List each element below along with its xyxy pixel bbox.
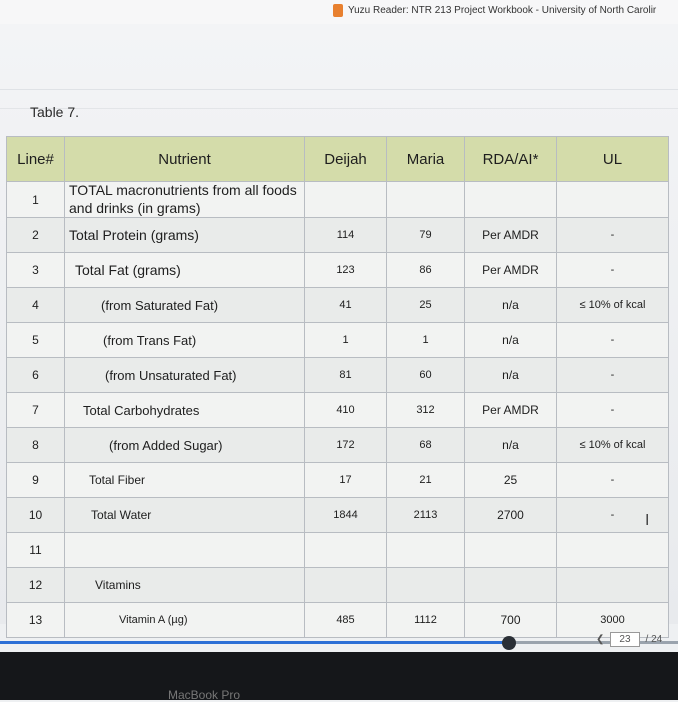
- deijah-value: [305, 182, 387, 218]
- maria-value: 1: [387, 323, 465, 358]
- table-row: [7, 218, 669, 253]
- line-number: 1: [7, 182, 65, 218]
- line-number: 6: [7, 358, 65, 393]
- page-navigation: [596, 632, 662, 647]
- line-number: 13: [7, 603, 65, 638]
- line-number: 10: [7, 498, 65, 533]
- table-row: [7, 603, 669, 638]
- table-header-row: [7, 137, 669, 182]
- chevron-left-icon[interactable]: ❮: [596, 634, 605, 645]
- line-number: 4: [7, 288, 65, 323]
- table-row: [7, 358, 669, 393]
- ul-value: -: [557, 498, 669, 533]
- table-row: [7, 428, 669, 463]
- nutrient-name: (from Unsaturated Fat): [65, 358, 305, 393]
- window-titlebar: [0, 0, 678, 25]
- rda-value: Per AMDR: [465, 218, 557, 253]
- line-number: 2: [7, 218, 65, 253]
- table-caption: Table 7.: [30, 104, 80, 120]
- yuzu-app-icon: [333, 4, 343, 17]
- rda-value: n/a: [465, 288, 557, 323]
- nutrient-name: Total Protein (grams): [65, 218, 305, 253]
- header-nutrient: Nutrient: [65, 137, 305, 182]
- table-row: [7, 533, 669, 568]
- page-scrubber[interactable]: [0, 636, 678, 650]
- rda-value: Per AMDR: [465, 393, 557, 428]
- maria-value: 2113: [387, 498, 465, 533]
- rda-value: 700: [465, 603, 557, 638]
- deijah-value: 114: [305, 218, 387, 253]
- nutrient-name: Total Water: [65, 498, 305, 533]
- rda-value: n/a: [465, 323, 557, 358]
- table-row: [7, 498, 669, 533]
- line-number: 11: [7, 533, 65, 568]
- ul-value: 3000: [557, 603, 669, 638]
- header-deijah: Deijah: [305, 137, 387, 182]
- line-number: 3: [7, 253, 65, 288]
- rda-value: n/a: [465, 358, 557, 393]
- maria-value: [387, 182, 465, 218]
- deijah-value: 41: [305, 288, 387, 323]
- laptop-bezel: [0, 652, 678, 700]
- deijah-value: 1: [305, 323, 387, 358]
- scrubber-progress: [0, 641, 509, 644]
- maria-value: 60: [387, 358, 465, 393]
- nutrient-name: (from Saturated Fat): [65, 288, 305, 323]
- nutrient-name: Total Fiber: [65, 463, 305, 498]
- nutrient-name: (from Added Sugar): [65, 428, 305, 463]
- deijah-value: 1844: [305, 498, 387, 533]
- deijah-value: 81: [305, 358, 387, 393]
- line-number: 8: [7, 428, 65, 463]
- bezel-label: MacBook Pro: [168, 688, 241, 702]
- header-maria: Maria: [387, 137, 465, 182]
- page-divider: [0, 89, 678, 90]
- nutrient-table: [6, 136, 669, 638]
- maria-value: [387, 568, 465, 603]
- rda-value: 25: [465, 463, 557, 498]
- rda-value: n/a: [465, 428, 557, 463]
- rda-value: 2700: [465, 498, 557, 533]
- nutrient-name: Vitamins: [65, 568, 305, 603]
- maria-value: [387, 533, 465, 568]
- ul-value: -: [557, 463, 669, 498]
- deijah-value: 485: [305, 603, 387, 638]
- nutrient-name: Total Carbohydrates: [65, 393, 305, 428]
- page-divider: [0, 108, 678, 109]
- maria-value: 312: [387, 393, 465, 428]
- ul-value: -: [557, 253, 669, 288]
- text-cursor-icon: I: [645, 512, 650, 529]
- ul-value: -: [557, 393, 669, 428]
- header-ul: UL: [557, 137, 669, 182]
- ul-value: -: [557, 323, 669, 358]
- header-rda: RDA/AI*: [465, 137, 557, 182]
- nutrient-name: TOTAL macronutrients from all foods and drinks (in grams): [65, 182, 305, 218]
- line-number: 9: [7, 463, 65, 498]
- table-row: [7, 463, 669, 498]
- table-row: [7, 182, 669, 218]
- scrubber-thumb[interactable]: [502, 636, 516, 650]
- table-row: [7, 288, 669, 323]
- ul-value: ≤ 10% of kcal: [557, 428, 669, 463]
- rda-value: Per AMDR: [465, 253, 557, 288]
- table-row: [7, 568, 669, 603]
- total-pages: / 24: [645, 634, 663, 645]
- ul-value: -: [557, 358, 669, 393]
- nutrient-name: Total Fat (grams): [65, 253, 305, 288]
- window-title: Yuzu Reader: NTR 213 Project Workbook - University of North Carolir: [348, 5, 657, 16]
- ul-value: -: [557, 218, 669, 253]
- maria-value: 86: [387, 253, 465, 288]
- line-number: 7: [7, 393, 65, 428]
- rda-value: [465, 182, 557, 218]
- ul-value: [557, 533, 669, 568]
- maria-value: 25: [387, 288, 465, 323]
- deijah-value: [305, 568, 387, 603]
- ul-value: [557, 182, 669, 218]
- table-row: [7, 393, 669, 428]
- maria-value: 1112: [387, 603, 465, 638]
- current-page-input[interactable]: 23: [610, 632, 639, 647]
- deijah-value: [305, 533, 387, 568]
- nutrient-name: Vitamin A (µg): [65, 603, 305, 638]
- maria-value: 79: [387, 218, 465, 253]
- nutrient-name: (from Trans Fat): [65, 323, 305, 358]
- ul-value: ≤ 10% of kcal: [557, 288, 669, 323]
- maria-value: 21: [387, 463, 465, 498]
- nutrient-name: [65, 533, 305, 568]
- deijah-value: 410: [305, 393, 387, 428]
- header-line: Line#: [7, 137, 65, 182]
- deijah-value: 172: [305, 428, 387, 463]
- table-row: [7, 253, 669, 288]
- line-number: 5: [7, 323, 65, 358]
- table-row: [7, 323, 669, 358]
- rda-value: [465, 568, 557, 603]
- deijah-value: 123: [305, 253, 387, 288]
- ul-value: [557, 568, 669, 603]
- rda-value: [465, 533, 557, 568]
- line-number: 12: [7, 568, 65, 603]
- deijah-value: 17: [305, 463, 387, 498]
- maria-value: 68: [387, 428, 465, 463]
